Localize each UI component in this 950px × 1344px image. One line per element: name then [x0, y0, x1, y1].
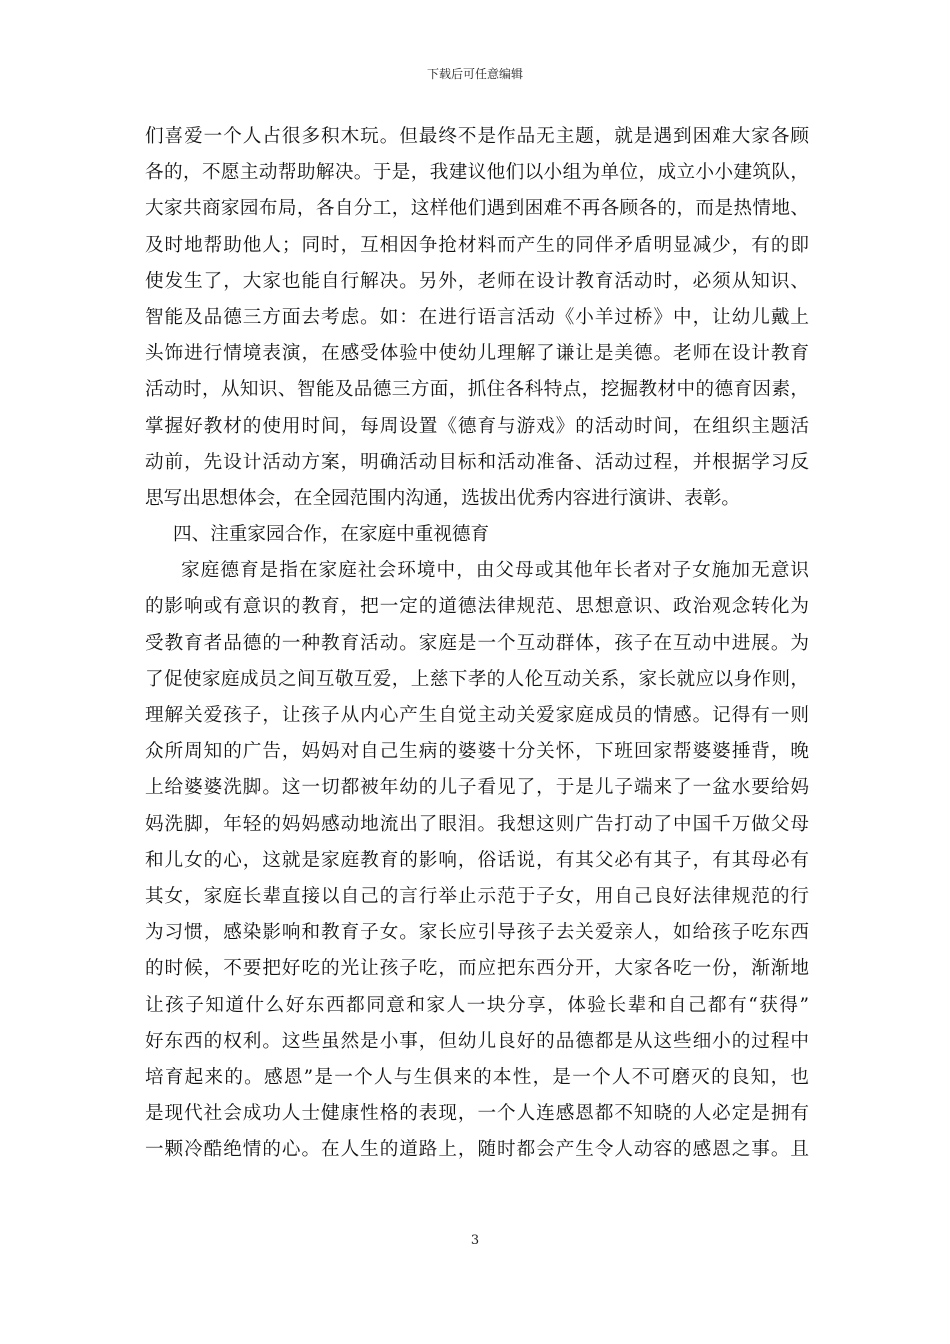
text-line: 让孩子知道什么好东西都同意和家人一块分享，体验长辈和自己都有“获得”: [145, 994, 809, 1016]
text-line: 理解关爱孩子，让孩子从内心产生自觉主动关爱家庭成员的情感。记得有一则: [145, 705, 809, 726]
text-line: 的时候，不要把好吃的光让孩子吃，而应把东西分开，大家各吃一份，渐渐地: [145, 958, 809, 980]
text-line: 活动时，从知识、智能及品德三方面，抓住各科特点，挖掘教材中的德育因素，: [145, 379, 809, 401]
section-heading: 四、注重家园合作，在家庭中重视德育: [173, 524, 490, 546]
text-line: 的影响或有意识的教育，把一定的道德法律规范、思想意识、政治观念转化为: [145, 596, 809, 618]
text-line: 上给婆婆洗脚。这一切都被年幼的儿子看见了，于是儿子端来了一盆水要给妈: [145, 777, 809, 799]
text-line: 妈洗脚，年轻的妈妈感动地流出了眼泪。我想这则广告打动了中国千万做父母: [145, 813, 809, 835]
text-line: 好东西的权利。这些虽然是小事，但幼儿良好的品德都是从这些细小的过程中: [145, 1030, 809, 1052]
text-line-paragraph-start: 家庭德育是指在家庭社会环境中，由父母或其他年长者对子女施加无意识: [181, 560, 809, 582]
text-line: 头饰进行情境表演，在感受体验中使幼儿理解了谦让是美德。老师在设计教育: [145, 343, 809, 365]
document-body: [145, 119, 809, 1168]
text-line: 为习惯，感染影响和教育子女。家长应引导孩子去关爱亲人，如给孩子吃东西: [145, 922, 809, 944]
text-line: 一颗冷酷绝情的心。在人生的道路上，随时都会产生令人动容的感恩之事。且: [145, 1139, 809, 1161]
text-line-paragraph-end: 思写出思想体会，在全园范围内沟通，选拔出优秀内容进行演讲、表彰。: [145, 487, 741, 509]
text-line: 智能及品德三方面去考虑。如：在进行语言活动《小羊过桥》中，让幼儿戴上: [145, 306, 809, 328]
page-header: 下载后可任意编辑: [426, 67, 523, 81]
text-line: 使发生了，大家也能自行解决。另外，老师在设计教育活动时，必须从知识、: [145, 270, 809, 292]
text-line: 培育起来的。感恩”是一个人与生俱来的本性，是一个人不可磨灭的良知，也: [145, 1066, 809, 1088]
text-line: 及时地帮助他人；同时，互相因争抢材料而产生的同伴矛盾明显减少，有的即: [145, 234, 809, 256]
text-line: 是现代社会成功人士健康性格的表现，一个人连感恩都不知晓的人必定是拥有: [145, 1103, 809, 1125]
text-line: 大家共商家园布局，各自分工，这样他们遇到困难不再各顾各的，而是热情地、: [145, 198, 809, 220]
text-line: 其女，家庭长辈直接以自己的言行举止示范于子女，用自己良好法律规范的行: [145, 885, 809, 907]
text-line: 了促使家庭成员之间互敬互爱，上慈下孝的人伦互动关系，家长就应以身作则，: [145, 668, 809, 690]
text-line: 和儿女的心，这就是家庭教育的影响，俗话说，有其父必有其子，有其母必有: [145, 849, 809, 871]
text-line: 掌握好教材的使用时间，每周设置《德育与游戏》的活动时间，在组织主题活: [145, 415, 809, 437]
text-line: 众所周知的广告，妈妈对自己生病的婆婆十分关怀，下班回家帮婆婆捶背，晚: [145, 741, 809, 763]
text-line: 各的，不愿主动帮助解决。于是，我建议他们以小组为单位，成立小小建筑队，: [145, 162, 809, 184]
text-line: 们喜爱一个人占很多积木玩。但最终不是作品无主题，就是遇到困难大家各顾: [145, 126, 809, 147]
text-line: 受教育者品德的一种教育活动。家庭是一个互动群体，孩子在互动中进展。为: [145, 632, 809, 654]
text-line: 动前，先设计活动方案，明确活动目标和活动准备、活动过程，并根据学习反: [145, 451, 809, 473]
page-number: 3: [470, 1233, 480, 1248]
